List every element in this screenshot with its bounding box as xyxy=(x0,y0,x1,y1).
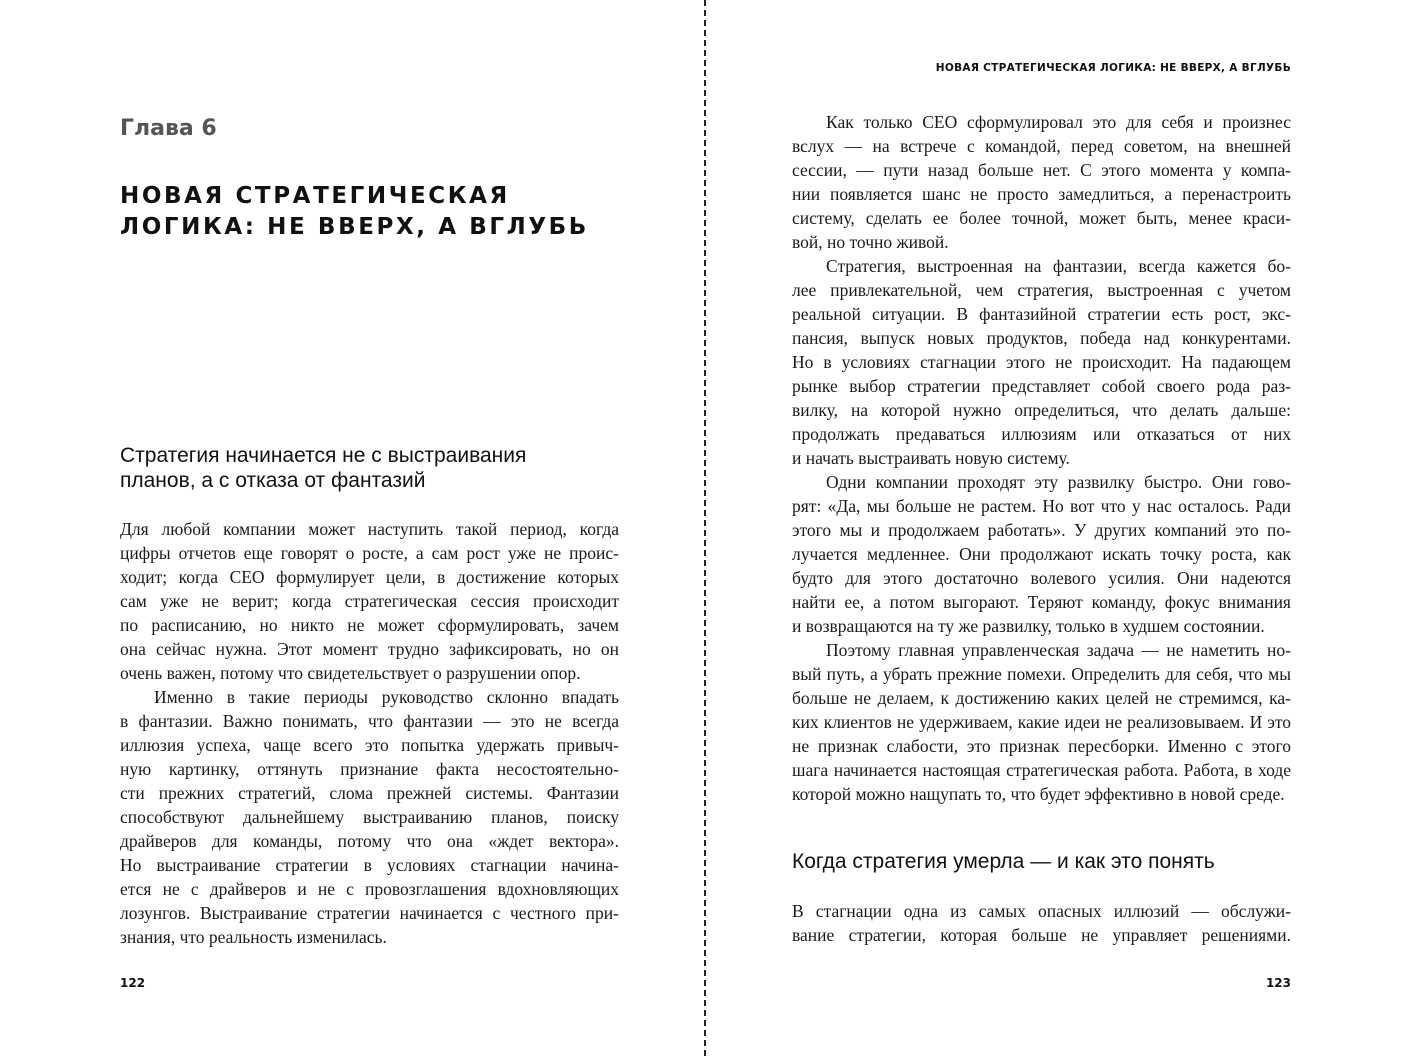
text-line: пансия, выпуск новых продуктов, победа над конкурентами. xyxy=(792,328,1291,348)
text-line: этого мы и продолжаем работать». У других компаний это по- xyxy=(792,520,1291,540)
text-line: знания, что реальность изменилась. xyxy=(120,927,387,947)
text-line: рят: «Да, мы больше не растем. Но вот что у нас осталось. Ради xyxy=(792,496,1291,516)
text-line: и возвращаются на ту же развилку, только в худшем состоянии. xyxy=(792,616,1265,636)
text-line: вилку, на которой нужно определиться, что делать дальше: xyxy=(792,400,1291,420)
text-line: лучается медленнее. Они продолжают искать точку роста, как xyxy=(792,544,1291,564)
paragraph xyxy=(120,685,619,949)
body-text xyxy=(792,110,1291,806)
section-heading xyxy=(120,443,620,493)
text-line: Для любой компании может наступить такой период, когда xyxy=(120,519,619,539)
text-line: сам уже не верит; когда стратегическая сессия происходит xyxy=(120,591,619,611)
text-line: вслух — на встрече с командой, перед советом, на внешней xyxy=(792,136,1291,156)
paragraph xyxy=(792,254,1291,470)
text-line: иллюзия успеха, чаще всего это попытка удержать привыч- xyxy=(120,735,619,755)
text-line: Именно в такие периоды руководство склонно впадать xyxy=(154,687,619,707)
text-line: и начать выстраивать новую систему. xyxy=(792,448,1070,468)
section-heading-line: Стратегия начинается не с выстраивания xyxy=(120,444,527,467)
text-line: которой можно нащупать то, что будет эффективно в новой среде. xyxy=(792,784,1285,804)
paragraph xyxy=(792,638,1291,806)
text-line: Как только CEO сформулировал это для себя и произнес xyxy=(826,112,1291,132)
body-text xyxy=(120,517,619,949)
section-heading-line: планов, а с отказа от фантазий xyxy=(120,469,426,492)
text-line: ную картинку, оттянуть признание факта несостоятельно- xyxy=(120,759,619,779)
paragraph xyxy=(792,110,1291,254)
text-line: не признак слабости, это признак пересборки. Именно с этого xyxy=(792,736,1291,756)
paragraph xyxy=(792,899,1291,947)
section-heading xyxy=(792,849,1312,874)
text-line: вый путь, а убрать прежние помехи. Определить для себя, что мы xyxy=(792,664,1291,684)
section-heading-line: Когда стратегия умерла — и как это понять xyxy=(792,850,1215,873)
chapter-title-line: ЛОГИКА: НЕ ВВЕРХ, А ВГЛУБЬ xyxy=(120,214,589,240)
paragraph xyxy=(120,517,619,685)
running-head: НОВАЯ СТРАТЕГИЧЕСКАЯ ЛОГИКА: НЕ ВВЕРХ, А ВГЛУБЬ xyxy=(935,62,1291,74)
text-line: очень важен, потому что свидетельствует о разрушении опор. xyxy=(120,663,581,683)
text-line: лозунгов. Выстраивание стратегии начинается с честного при- xyxy=(120,903,619,923)
text-line: рынке выбор стратегии представляет собой своего рода раз- xyxy=(792,376,1291,396)
paragraph xyxy=(792,470,1291,638)
text-line: Стратегия, выстроенная на фантазии, всегда кажется бо- xyxy=(826,256,1291,276)
text-line: больше не делаем, к достижению каких целей не стремимся, ка- xyxy=(792,688,1291,708)
text-line: В стагнации одна из самых опасных иллюзий — обслужи- xyxy=(792,901,1291,921)
text-line: реальной ситуации. В фантазийной стратегии есть рост, экс- xyxy=(792,304,1291,324)
body-text xyxy=(792,899,1291,947)
text-line: вой, но точно живой. xyxy=(792,232,949,252)
right-page xyxy=(706,0,1410,1056)
page-number: 123 xyxy=(1265,976,1291,990)
text-line: вание стратегии, которая больше не управляет решениями. xyxy=(792,925,1291,945)
text-line: способствуют дальнейшему выстраиванию планов, поиску xyxy=(120,807,619,827)
text-line: Поэтому главная управленческая задача — не наметить но- xyxy=(826,640,1291,660)
text-line: по расписанию, но никто не может сформулировать, зачем xyxy=(120,615,619,635)
text-line: ется не с драйверов и не с провозглашения вдохновляющих xyxy=(120,879,619,899)
text-line: ходит; когда CEO формулирует цели, в достижение которых xyxy=(120,567,619,587)
text-line: систему, сделать ее более точной, может быть, менее краси- xyxy=(792,208,1291,228)
text-line: она сейчас нужна. Этот момент трудно зафиксировать, но он xyxy=(120,639,619,659)
text-line: нии появляется шанс не просто замедлиться, а перенастроить xyxy=(792,184,1291,204)
text-line: продолжать предаваться иллюзиям или отказаться от них xyxy=(792,424,1291,444)
text-line: Одни компании проходят эту развилку быстро. Они гово- xyxy=(826,472,1291,492)
text-line: будто для этого достаточно волевого усилия. Они надеются xyxy=(792,568,1291,588)
text-line: драйверов для команды, потому что она «ждет вектора». xyxy=(120,831,619,851)
text-line: ких клиентов не удерживаем, какие идеи не реализовываем. И это xyxy=(792,712,1291,732)
text-line: в фантазии. Важно понимать, что фантазии — это не всегда xyxy=(120,711,619,731)
text-line: сессии, — пути назад больше нет. С этого момента у компа- xyxy=(792,160,1291,180)
text-line: Но выстраивание стратегии в условиях стагнации начина- xyxy=(120,855,619,875)
chapter-label: Глава 6 xyxy=(120,116,217,141)
text-line: лее привлекательной, чем стратегия, выстроенная с учетом xyxy=(792,280,1291,300)
text-line: цифры отчетов еще говорят о росте, а сам рост уже не проис- xyxy=(120,543,619,563)
text-line: Но в условиях стагнации этого не происходит. На падающем xyxy=(792,352,1291,372)
text-line: шага начинается настоящая стратегическая работа. Работа, в ходе xyxy=(792,760,1291,780)
chapter-title-line: НОВАЯ СТРАТЕГИЧЕСКАЯ xyxy=(120,183,510,209)
text-line: сти прежних стратегий, слома прежней системы. Фантазии xyxy=(120,783,619,803)
chapter-title xyxy=(120,181,640,243)
text-line: найти ее, а потом выгорают. Теряют команду, фокус внимания xyxy=(792,592,1291,612)
page-number: 122 xyxy=(120,976,146,990)
